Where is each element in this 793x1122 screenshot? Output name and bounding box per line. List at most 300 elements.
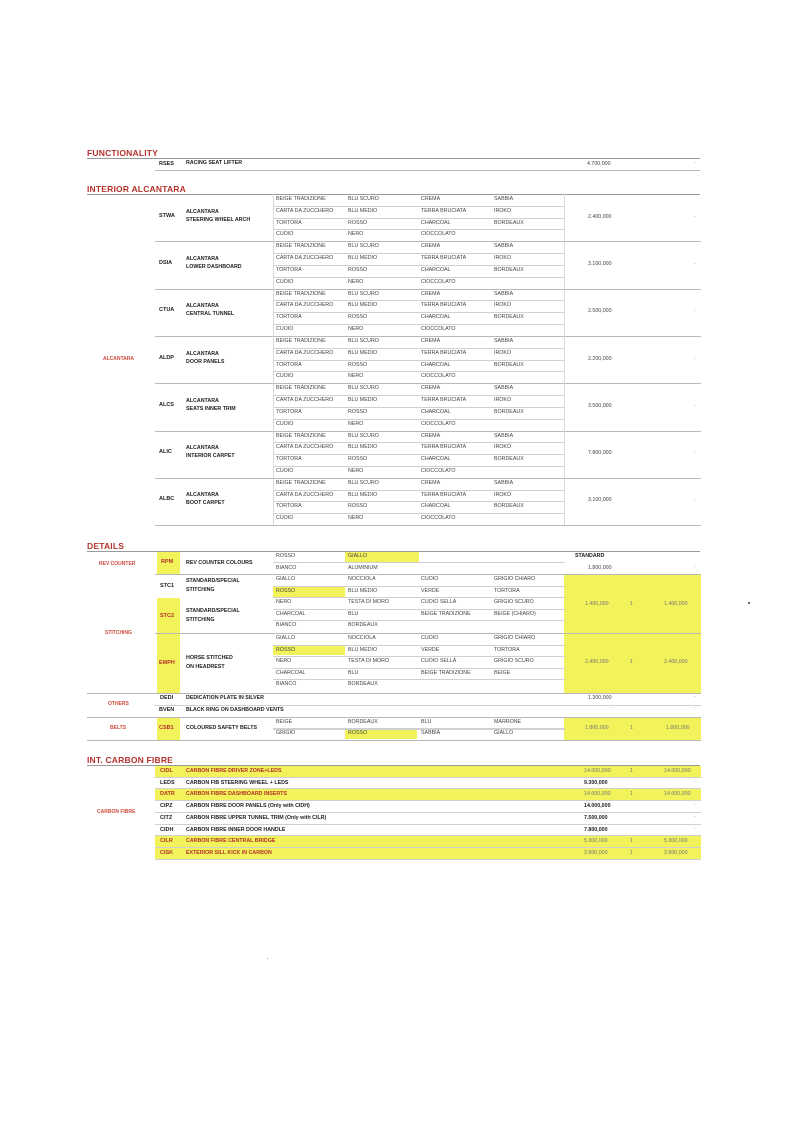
color-option: BEIGE TRADIZIONE — [276, 337, 326, 344]
option-quantity: 1 — [630, 849, 633, 856]
divider — [87, 717, 701, 718]
divider — [87, 158, 700, 159]
divider — [155, 383, 701, 384]
color-option: SABBIA — [494, 196, 514, 202]
empty-value: - — [694, 802, 696, 809]
color-option: SABBIA — [494, 290, 514, 297]
color-option: ROSSO — [348, 219, 368, 226]
color-option: CREMA — [421, 432, 441, 439]
color-option: TERRA BRUCIATA — [421, 397, 467, 403]
option-code: STC2 — [160, 613, 175, 619]
color-option: TORTORA — [276, 219, 302, 226]
color-option: BORDEAUX — [494, 219, 524, 226]
color-option: CIOCCOLATO — [421, 278, 456, 285]
color-option: CHARCOAL — [421, 361, 451, 368]
divider — [273, 324, 565, 325]
option-code: CITZ — [160, 814, 173, 821]
option-price: STANDARD — [575, 553, 605, 559]
color-option: BLU — [348, 669, 359, 676]
option-price: 1.800,000 — [585, 725, 609, 731]
color-option: GRIGIO SCURO — [494, 599, 534, 605]
color-option: GIALLO — [494, 730, 514, 736]
option-price: 14.000,000 — [584, 791, 611, 798]
divider — [273, 265, 565, 266]
color-option: GRIGIO SCURO — [494, 658, 534, 664]
color-option: GRIGIO — [276, 730, 296, 736]
option-description: DOOR PANELS — [186, 358, 225, 365]
color-option: TERRA BRUCIATA — [421, 491, 467, 498]
option-total: 2.400,000 — [664, 659, 688, 665]
color-option: CUOIO — [421, 576, 439, 582]
color-option: BORDEAUX — [348, 719, 378, 725]
option-code: CILR — [160, 838, 173, 845]
color-option: VERDE — [421, 587, 440, 594]
divider — [155, 336, 701, 337]
color-option: TORTORA — [276, 314, 302, 321]
divider — [273, 609, 565, 610]
color-option: CUOIO SELLA — [421, 599, 457, 605]
section-title-interior-alcantara: INTERIOR ALCANTARA — [87, 184, 186, 194]
color-option: IROKO — [494, 302, 512, 309]
color-option: BIANCO — [276, 565, 297, 571]
option-code: DEDI — [160, 695, 174, 701]
color-option: CHARCOAL — [421, 314, 451, 321]
color-option: CUOIO — [276, 373, 294, 380]
option-description: REV COUNTER COLOURS — [186, 560, 253, 566]
divider — [273, 371, 565, 372]
color-option: NERO — [276, 599, 292, 605]
divider — [155, 800, 701, 801]
divider — [273, 562, 565, 563]
color-option: TORTORA — [276, 456, 302, 463]
color-option: CHARCOAL — [421, 266, 451, 273]
color-option: BLU MEDIO — [348, 444, 378, 451]
color-option: SABBIA — [494, 432, 514, 439]
option-description: CENTRAL TUNNEL — [186, 311, 235, 318]
color-option: CREMA — [421, 290, 441, 297]
divider — [273, 466, 565, 467]
color-option: TORTORA — [276, 408, 302, 415]
color-option: BORDEAUX — [494, 266, 524, 273]
color-option: CHARCOAL — [276, 669, 306, 676]
color-option: CARTA DA ZUCCHERO — [276, 397, 334, 403]
color-option: ROSSO — [348, 314, 368, 321]
option-code: RPM — [161, 559, 174, 565]
divider — [87, 693, 701, 694]
empty-value: - — [694, 564, 696, 570]
option-description: ALCANTARA — [186, 350, 219, 357]
color-option: BIANCO — [276, 681, 297, 687]
color-option: CARTA DA ZUCCHERO — [276, 444, 334, 451]
color-option: CIOCCOLATO — [421, 326, 456, 332]
option-code: RSES — [159, 161, 174, 167]
color-option: ROSSO — [348, 456, 368, 463]
color-option: CIOCCOLATO — [421, 467, 456, 474]
color-option: ROSSO — [276, 646, 296, 653]
divider — [273, 194, 274, 525]
color-option: SABBIA — [494, 479, 514, 486]
color-option: TORTORA — [494, 646, 520, 653]
option-code: CTUA — [159, 307, 175, 314]
color-option: BLU — [421, 719, 432, 725]
color-option: CREMA — [421, 243, 441, 250]
section-title-functionality: FUNCTIONALITY — [87, 148, 159, 158]
option-price: 4.700,000 — [587, 161, 611, 167]
color-option: BEIGE (CHIARO) — [494, 610, 536, 617]
color-option: BLU MEDIO — [348, 255, 378, 262]
divider — [273, 656, 565, 657]
option-description: RACING SEAT LIFTER — [186, 160, 243, 166]
color-option: TORTORA — [494, 587, 520, 594]
color-option: BEIGE TRADIZIONE — [421, 610, 471, 617]
option-description: CARBON FIBRE DOOR PANELS (Only with CIDH) — [186, 803, 310, 810]
color-option: BORDEAUX — [348, 681, 378, 687]
empty-value: - — [694, 213, 696, 220]
color-option: SABBIA — [494, 243, 514, 250]
divider — [273, 597, 565, 598]
divider — [273, 645, 565, 646]
color-option: TERRA BRUCIATA — [421, 207, 467, 214]
empty-value: - — [694, 813, 696, 820]
color-option: NOCCIOLA — [348, 635, 376, 641]
color-option: BLU SCURO — [348, 337, 379, 344]
color-option: CARTA DA ZUCCHERO — [276, 491, 334, 498]
option-price: 7.800,000 — [588, 450, 612, 457]
option-price: 1.300,000 — [588, 695, 612, 701]
color-option: IROKO — [494, 444, 512, 451]
option-code: DSIA — [159, 259, 173, 266]
color-option: BLU MEDIO — [348, 491, 378, 498]
color-option: CIOCCOLATO — [421, 373, 456, 380]
option-price: 3.500,000 — [588, 402, 612, 409]
color-option: CHARCOAL — [421, 219, 451, 226]
color-option: BLU SCURO — [348, 196, 379, 202]
empty-value: - — [694, 825, 696, 832]
color-option: TORTORA — [276, 361, 302, 368]
option-description: STITCHING — [186, 617, 215, 623]
option-code: DATR — [160, 791, 175, 798]
color-option: MARRONE — [494, 719, 522, 725]
option-total: 14.000,000 — [664, 768, 691, 774]
color-option: TERRA BRUCIATA — [421, 302, 467, 309]
color-option: BEIGE TRADIZIONE — [276, 479, 326, 486]
color-option: CUOIO — [276, 515, 294, 522]
option-price: 1.800,000 — [588, 565, 612, 571]
divider — [155, 859, 701, 860]
empty-value: - — [694, 308, 696, 315]
color-option: CARTA DA ZUCCHERO — [276, 302, 334, 309]
empty-value: - — [694, 355, 696, 362]
empty-value: - — [694, 160, 696, 166]
divider — [273, 620, 565, 621]
empty-value: - — [610, 705, 612, 711]
option-code: LEDS — [160, 779, 175, 786]
option-code: CIDL — [160, 768, 173, 774]
option-description: COLOURED SAFETY BELTS — [186, 725, 258, 731]
color-option: IROKO — [494, 491, 512, 498]
empty-value: - — [694, 497, 696, 504]
option-price: 5.300,000 — [584, 838, 608, 845]
color-option: TERRA BRUCIATA — [421, 444, 467, 451]
color-option: TESTA DI MORO — [348, 599, 390, 605]
option-description: STANDARD/SPECIAL — [186, 578, 240, 584]
divider — [155, 525, 701, 526]
empty-value: - — [694, 450, 696, 457]
scan-speck — [748, 602, 750, 604]
option-price: 3.800,000 — [584, 849, 608, 856]
divider — [273, 513, 565, 514]
option-description: ALCANTARA — [186, 255, 219, 262]
color-option: GRIGIO CHIARO — [494, 576, 536, 582]
color-option: CUOIO — [276, 467, 294, 474]
option-price: 7.800,000 — [584, 826, 608, 833]
empty-value: - — [694, 778, 696, 785]
color-option: CUOIO — [276, 231, 294, 238]
option-code: STWA — [159, 212, 175, 219]
color-option: BLU MEDIO — [348, 646, 378, 653]
divider — [155, 170, 700, 171]
color-option: BEIGE TRADIZIONE — [276, 385, 326, 392]
color-option: CIOCCOLATO — [421, 231, 456, 238]
scan-speck — [267, 958, 268, 959]
color-option: NERO — [348, 420, 364, 427]
color-option: NERO — [348, 231, 364, 238]
color-option: CARTA DA ZUCCHERO — [276, 349, 334, 356]
divider — [273, 300, 565, 301]
color-option: CHARCOAL — [421, 408, 451, 415]
divider — [87, 740, 701, 741]
color-option: NERO — [276, 658, 292, 664]
color-option: NERO — [348, 373, 364, 380]
option-price: 2.400,000 — [588, 213, 612, 220]
section-title-details: DETAILS — [87, 541, 125, 551]
option-price: 3.100,000 — [588, 497, 612, 504]
color-option: CREMA — [421, 385, 441, 392]
color-option: CREMA — [421, 196, 441, 202]
option-quantity: 1 — [630, 601, 633, 607]
color-option: IROKO — [494, 255, 512, 262]
option-total: 5.300,000 — [664, 838, 688, 845]
color-option: IROKO — [494, 349, 512, 356]
color-option: BORDEAUX — [494, 314, 524, 321]
divider — [155, 241, 701, 242]
color-option: ALUMINIUM — [348, 565, 378, 571]
color-option: BLU MEDIO — [348, 587, 378, 594]
option-quantity: 1 — [630, 725, 633, 731]
option-code: EMPH — [159, 660, 175, 666]
option-description: HORSE STITCHED — [186, 655, 233, 661]
option-quantity: 1 — [630, 659, 633, 665]
divider — [273, 312, 565, 313]
option-description: INTERIOR CARPET — [186, 453, 235, 460]
color-option: ROSSO — [348, 730, 368, 736]
divider — [273, 454, 565, 455]
option-description: ALCANTARA — [186, 397, 219, 404]
divider — [273, 419, 565, 420]
color-option: BLU MEDIO — [348, 397, 378, 403]
divider — [273, 395, 565, 396]
option-price: 7.500,000 — [584, 814, 608, 821]
color-option: NERO — [348, 515, 364, 522]
color-option: TERRA BRUCIATA — [421, 349, 467, 356]
option-total: 3.800,000 — [664, 849, 688, 856]
color-option: ROSSO — [276, 587, 296, 594]
empty-value: - — [694, 705, 696, 711]
option-description: STITCHING — [186, 587, 215, 593]
color-option: BLU SCURO — [348, 432, 379, 439]
color-option: BEIGE TRADIZIONE — [276, 290, 326, 297]
option-code: STC1 — [160, 583, 175, 589]
option-price: 1.400,000 — [585, 601, 609, 607]
color-option: CHARCOAL — [421, 456, 451, 463]
divider — [564, 194, 565, 525]
option-description: EXTERIOR SILL KICK IN CARBON — [186, 849, 272, 856]
color-option: CHARCOAL — [421, 503, 451, 510]
color-option: BLU SCURO — [348, 479, 379, 486]
group-label-rev-counter: REV COUNTER — [99, 561, 136, 567]
group-label-stitching: STITCHING — [105, 630, 132, 636]
color-option: SABBIA — [494, 385, 514, 392]
color-option: CARTA DA ZUCCHERO — [276, 255, 334, 262]
color-option: CUOIO SELLA — [421, 658, 457, 664]
color-option: GIALLO — [276, 576, 296, 582]
color-option: SABBIA — [494, 337, 514, 344]
color-option: NERO — [348, 467, 364, 474]
color-option: CUOIO — [421, 635, 439, 641]
color-option: BORDEAUX — [348, 622, 378, 628]
color-option: ROSSO — [348, 503, 368, 510]
option-price: 3.100,000 — [588, 260, 612, 267]
option-description: STANDARD/SPECIAL — [186, 608, 240, 614]
color-option: CUOIO — [276, 420, 294, 427]
divider — [273, 586, 565, 587]
divider — [273, 442, 565, 443]
color-option: ROSSO — [348, 408, 368, 415]
option-description: CARBON FIB STEERING WHEEL + LEDS — [186, 779, 289, 786]
option-total: 1.400,000 — [664, 601, 688, 607]
color-option: BIANCO — [276, 622, 297, 628]
divider — [273, 679, 565, 680]
divider — [273, 501, 565, 502]
divider — [87, 194, 700, 195]
option-description: SEATS INNER TRIM — [186, 405, 236, 412]
option-code: CSB1 — [159, 725, 174, 731]
option-code: CISK — [160, 849, 174, 856]
color-option: CIOCCOLATO — [421, 420, 456, 427]
color-option: BLU — [348, 610, 359, 617]
color-option: NERO — [348, 278, 364, 285]
color-option: TESTA DI MORO — [348, 658, 390, 664]
group-label-others: OTHERS — [108, 701, 129, 707]
divider — [273, 229, 565, 230]
color-option: TORTORA — [276, 503, 302, 510]
color-option: BORDEAUX — [494, 503, 524, 510]
option-code: ALCS — [159, 401, 174, 408]
empty-value: - — [694, 694, 696, 700]
option-price: 9.300,000 — [584, 779, 608, 786]
option-description: BLACK RING ON DASHBOARD VENTS — [186, 707, 284, 713]
divider — [155, 574, 701, 575]
color-option: IROKO — [494, 397, 512, 403]
divider — [273, 729, 565, 730]
option-total: 14.000,000 — [664, 791, 691, 798]
color-option: IROKO — [494, 207, 512, 214]
color-option: CREMA — [421, 337, 441, 344]
color-option: SABBIA — [421, 730, 441, 736]
color-option: BEIGE TRADIZIONE — [276, 196, 326, 202]
option-description: ALCANTARA — [186, 445, 219, 452]
group-label-belts: BELTS — [110, 725, 127, 731]
color-option: BORDEAUX — [494, 456, 524, 463]
group-label-carbon-fibre: CARBON FIBRE — [97, 809, 136, 815]
empty-value: - — [694, 402, 696, 409]
option-description: BOOT CARPET — [186, 500, 225, 507]
color-option: CUOIO — [276, 278, 294, 285]
option-description: CARBON FIBRE CENTRAL BRIDGE — [186, 838, 276, 845]
group-label-alcantara: ALCANTARA — [103, 356, 135, 362]
divider — [155, 633, 701, 634]
color-option: CHARCOAL — [276, 610, 306, 617]
color-option: CARTA DA ZUCCHERO — [276, 207, 334, 214]
color-option: CUOIO — [276, 326, 294, 332]
option-code: BVEN — [159, 707, 175, 713]
color-option: VERDE — [421, 646, 440, 653]
option-code: ALBC — [159, 496, 175, 503]
option-quantity: 1 — [630, 768, 633, 774]
option-description: CARBON FIBRE UPPER TUNNEL TRIM (Only with CILR) — [186, 814, 327, 821]
section-title-int-carbon-fibre: INT. CARBON FIBRE — [87, 755, 174, 765]
option-price: 14.000,000 — [584, 803, 611, 810]
option-price: 2.200,000 — [588, 355, 612, 362]
color-option: BEIGE TRADIZIONE — [276, 432, 326, 439]
option-price: 14.000,000 — [584, 768, 611, 774]
color-option: NERO — [348, 326, 364, 332]
color-option: ROSSO — [276, 553, 296, 559]
color-option: BLU MEDIO — [348, 207, 378, 214]
option-description: STEERING WHEEL ARCH — [186, 216, 251, 223]
option-description: ALCANTARA — [186, 303, 219, 310]
option-description: LOWER DASHBOARD — [186, 263, 242, 270]
color-option: GRIGIO CHIARO — [494, 635, 536, 641]
color-option: BEIGE — [276, 719, 293, 725]
divider — [273, 253, 565, 254]
option-description: ALCANTARA — [186, 492, 219, 499]
color-option: CREMA — [421, 479, 441, 486]
color-option: GIALLO — [348, 553, 368, 559]
color-option: GIALLO — [276, 635, 296, 641]
color-option: NOCCIOLA — [348, 576, 376, 582]
option-total: 1.800,000 — [666, 725, 690, 731]
option-description: CARBON FIBRE DRIVER ZONE+LEDS — [186, 768, 282, 774]
option-description: ON HEADREST — [186, 664, 225, 670]
color-option: BEIGE TRADIZIONE — [276, 243, 326, 250]
color-option: TORTORA — [276, 266, 302, 273]
color-option: BEIGE TRADIZIONE — [421, 669, 471, 676]
option-description: ALCANTARA — [186, 208, 219, 215]
color-option: ROSSO — [348, 266, 368, 273]
color-option: BLU MEDIO — [348, 302, 378, 309]
color-option: BORDEAUX — [494, 361, 524, 368]
option-description: CARBON FIBRE INNER DOOR HANDLE — [186, 826, 286, 833]
empty-value: - — [694, 260, 696, 267]
option-description: CARBON FIBRE DASHBOARD INSERTS — [186, 791, 287, 798]
divider — [273, 277, 565, 278]
color-option: BLU SCURO — [348, 385, 379, 392]
option-quantity: 1 — [630, 838, 633, 845]
color-option: BLU MEDIO — [348, 349, 378, 356]
option-price: 2.400,000 — [585, 659, 609, 665]
color-option: BEIGE — [494, 669, 511, 676]
